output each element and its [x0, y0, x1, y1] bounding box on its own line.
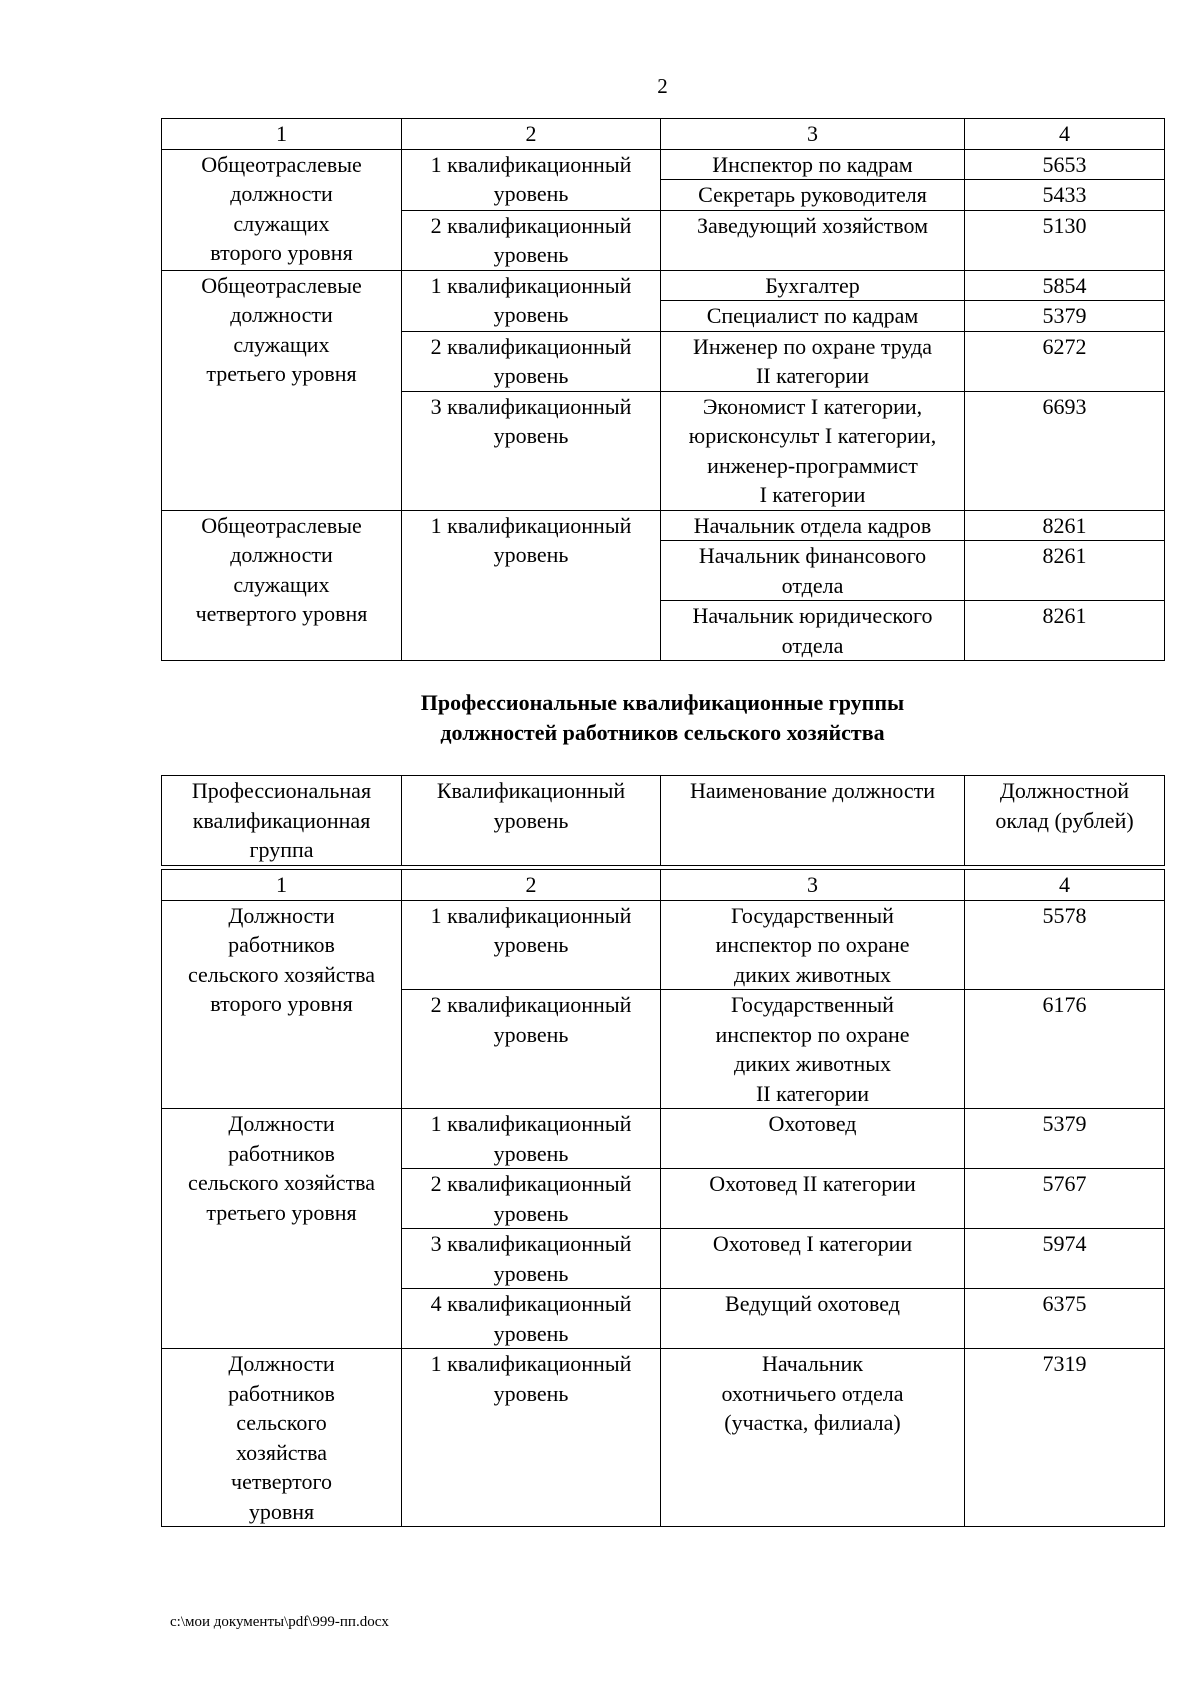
position-title-cell: Государственный инспектор по охране диких животных	[661, 900, 965, 990]
qualification-level-cell: 1 квалификационный уровень	[402, 149, 661, 210]
column-number: 4	[965, 119, 1165, 150]
position-title-cell: Специалист по кадрам	[661, 301, 965, 332]
column-number: 2	[402, 119, 661, 150]
column-number: 4	[965, 870, 1165, 901]
header-cell-salary: Должностной оклад (рублей)	[965, 776, 1165, 866]
table-row	[162, 1349, 1165, 1527]
qualification-level-cell: 3 квалификационный уровень	[402, 391, 661, 510]
table-1-body	[162, 119, 1165, 661]
salary-cell: 5379	[965, 1109, 1165, 1169]
qualification-group-cell: Должности работников сельского хозяйства третьего уровня	[162, 1109, 402, 1349]
salary-cell: 5379	[965, 301, 1165, 332]
position-title-cell: Ведущий охотовед	[661, 1289, 965, 1349]
table-general-positions	[161, 118, 1165, 661]
header-cell-position: Наименование должности	[661, 776, 965, 866]
qualification-level-cell: 4 квалификационный уровень	[402, 1289, 661, 1349]
column-number: 3	[661, 870, 965, 901]
salary-cell: 5130	[965, 210, 1165, 270]
column-number-row	[162, 119, 1165, 150]
qualification-level-cell: 1 квалификационный уровень	[402, 1349, 661, 1527]
table-row	[162, 510, 1165, 541]
position-title-cell: Инженер по охране труда II категории	[661, 331, 965, 391]
salary-cell: 6272	[965, 331, 1165, 391]
qualification-level-cell: 3 квалификационный уровень	[402, 1229, 661, 1289]
salary-cell: 8261	[965, 541, 1165, 601]
column-number: 2	[402, 870, 661, 901]
salary-cell: 5433	[965, 180, 1165, 211]
salary-cell: 5854	[965, 270, 1165, 301]
table-row	[162, 270, 1165, 301]
qualification-level-cell: 2 квалификационный уровень	[402, 1169, 661, 1229]
position-title-cell: Бухгалтер	[661, 270, 965, 301]
header-cell-level: Квалификационный уровень	[402, 776, 661, 866]
salary-cell: 7319	[965, 1349, 1165, 1527]
position-title-cell: Начальник юридического отдела	[661, 601, 965, 661]
page-number: 2	[657, 74, 668, 98]
column-number: 3	[661, 119, 965, 150]
qualification-group-cell: Общеотраслевые должности служащих четвертого уровня	[162, 510, 402, 661]
salary-cell: 5974	[965, 1229, 1165, 1289]
qualification-group-cell: Должности работников сельского хозяйства четвертого уровня	[162, 1349, 402, 1527]
position-title-cell: Секретарь руководителя	[661, 180, 965, 211]
position-title-cell: Охотовед II категории	[661, 1169, 965, 1229]
table-2-body	[162, 870, 1165, 1527]
qualification-level-cell: 2 квалификационный уровень	[402, 331, 661, 391]
position-title-cell: Охотовед	[661, 1109, 965, 1169]
column-number: 1	[162, 119, 402, 150]
qualification-level-cell: 1 квалификационный уровень	[402, 270, 661, 331]
footer-file-path: c:\мои документы\pdf\999-пп.docx	[170, 1614, 389, 1630]
position-title-cell: Начальник охотничьего отдела (участка, филиала)	[661, 1349, 965, 1527]
salary-cell: 6176	[965, 990, 1165, 1109]
column-number: 1	[162, 870, 402, 901]
position-title-cell: Экономист I категории, юрисконсульт I категории, инженер-программист I категории	[661, 391, 965, 510]
position-title-cell: Государственный инспектор по охране диких животных II категории	[661, 990, 965, 1109]
position-title-cell: Инспектор по кадрам	[661, 149, 965, 180]
qualification-group-cell: Общеотраслевые должности служащих третьего уровня	[162, 270, 402, 510]
salary-cell: 6375	[965, 1289, 1165, 1349]
section-title-line-1: Профессиональные квалификационные группы	[420, 690, 905, 715]
table-header	[161, 775, 1165, 866]
column-number-row	[162, 870, 1165, 901]
section-title-line-2: должностей работников сельского хозяйства	[440, 720, 885, 745]
table-row	[162, 900, 1165, 990]
header-row	[162, 776, 1165, 866]
position-title-cell: Начальник финансового отдела	[661, 541, 965, 601]
position-title-cell: Охотовед I категории	[661, 1229, 965, 1289]
header-cell-group: Профессиональная квалификационная группа	[162, 776, 402, 866]
salary-cell: 6693	[965, 391, 1165, 510]
qualification-group-cell: Общеотраслевые должности служащих второго уровня	[162, 149, 402, 270]
qualification-level-cell: 1 квалификационный уровень	[402, 900, 661, 990]
qualification-level-cell: 1 квалификационный уровень	[402, 510, 661, 661]
salary-cell: 5578	[965, 900, 1165, 990]
position-title-cell: Начальник отдела кадров	[661, 510, 965, 541]
salary-cell: 8261	[965, 601, 1165, 661]
table-row	[162, 149, 1165, 180]
table-row	[162, 1109, 1165, 1169]
qualification-level-cell: 2 квалификационный уровень	[402, 210, 661, 270]
salary-cell: 5653	[965, 149, 1165, 180]
qualification-level-cell: 2 квалификационный уровень	[402, 990, 661, 1109]
qualification-level-cell: 1 квалификационный уровень	[402, 1109, 661, 1169]
section-title	[161, 688, 1164, 748]
salary-cell: 5767	[965, 1169, 1165, 1229]
salary-cell: 8261	[965, 510, 1165, 541]
qualification-group-cell: Должности работников сельского хозяйства второго уровня	[162, 900, 402, 1109]
table-agriculture-positions	[161, 869, 1165, 1527]
position-title-cell: Заведующий хозяйством	[661, 210, 965, 270]
